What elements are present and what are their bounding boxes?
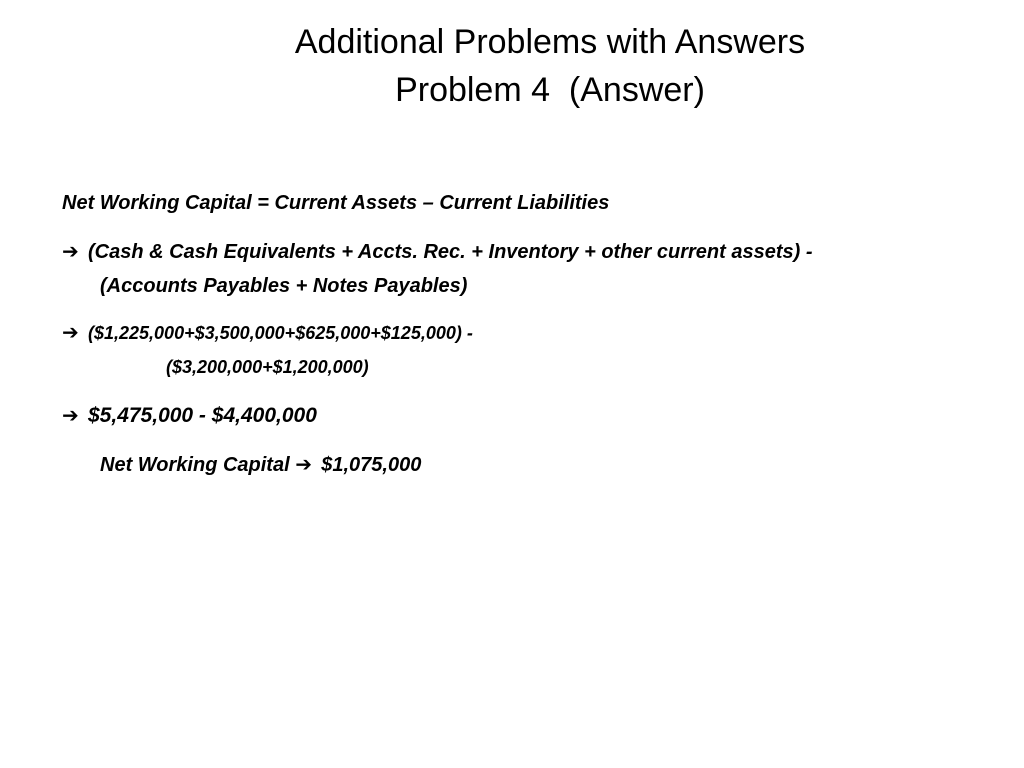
step1-line1: (Cash & Cash Equivalents + Accts. Rec. + Inventory + other current assets) - — [88, 241, 813, 263]
step1-paragraph — [62, 234, 1002, 303]
step1-line2: (Accounts Payables + Notes Payables) — [100, 275, 468, 297]
step2-line1: ($1,225,000+$3,500,000+$625,000+$125,000) - — [88, 323, 473, 343]
title-line-2: Problem 4 (Answer) — [395, 71, 705, 109]
formula-paragraph — [62, 186, 1002, 220]
result-value: $1,075,000 — [321, 454, 422, 476]
arrow-right-icon: ➔ — [62, 320, 79, 344]
slide-title — [0, 18, 1024, 114]
step2-paragraph — [62, 315, 1002, 384]
arrow-right-icon: ➔ — [62, 239, 79, 263]
slide-content — [62, 186, 1002, 492]
step3-text: $5,475,000 - $4,400,000 — [88, 404, 317, 427]
arrow-right-icon: ➔ — [62, 403, 79, 427]
result-paragraph — [62, 447, 1002, 482]
formula-text: Net Working Capital = Current Assets – Current Liabilities — [62, 192, 610, 214]
step2-line2: ($3,200,000+$1,200,000) — [166, 357, 369, 377]
arrow-right-icon: ➔ — [295, 452, 312, 476]
title-line-1: Additional Problems with Answers — [294, 23, 806, 61]
result-label: Net Working Capital — [100, 454, 296, 476]
step3-paragraph — [62, 398, 1002, 433]
